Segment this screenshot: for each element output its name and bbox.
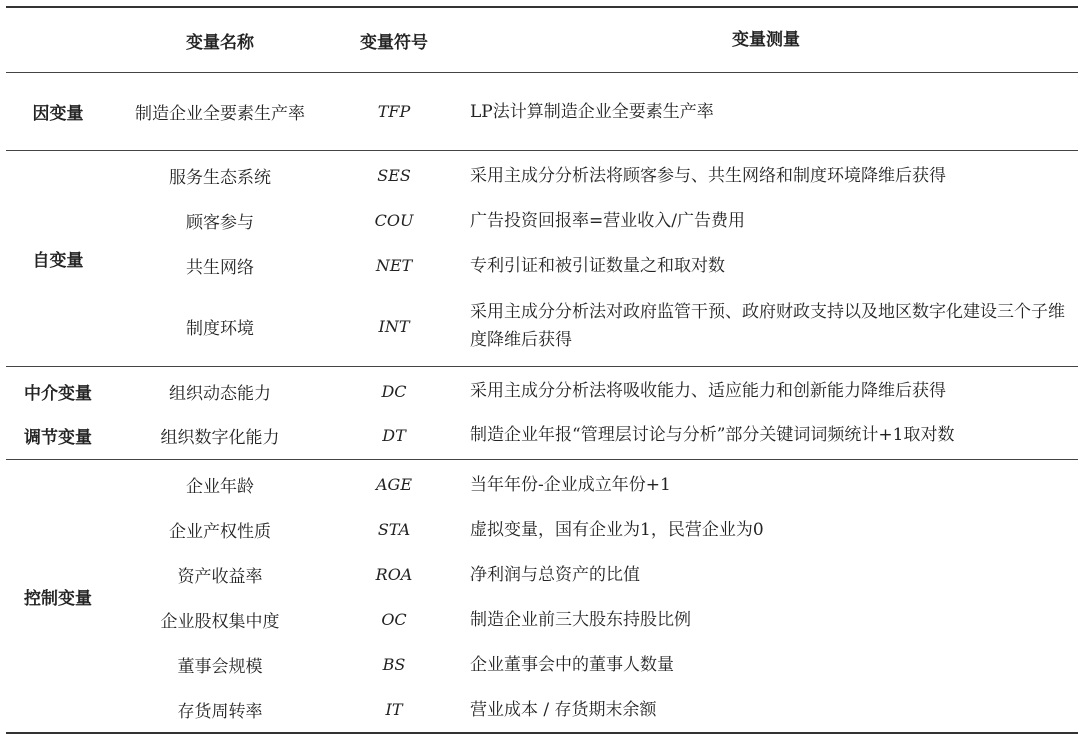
table-row xyxy=(110,507,1078,552)
variable-measure: 净利润与总资产的比值 xyxy=(470,564,640,585)
variable-symbol: TFP xyxy=(377,102,411,121)
table-row xyxy=(110,288,1078,364)
variable-measure: 制造企业前三大股东持股比例 xyxy=(470,609,691,630)
variable-name: 组织数字化能力 xyxy=(160,427,280,448)
variable-table xyxy=(6,6,1078,734)
table-row xyxy=(6,413,1078,457)
table-row xyxy=(110,687,1078,732)
variable-name: 组织动态能力 xyxy=(169,383,271,404)
variable-symbol: DT xyxy=(382,425,406,445)
variable-symbol: NET xyxy=(375,256,413,275)
variable-measure: 当年年份-企业成立年份+1 xyxy=(470,474,671,495)
variable-measure: 采用主成分分析法将吸收能力、适应能力和创新能力降维后获得 xyxy=(470,381,946,401)
variable-name: 存货周转率 xyxy=(177,702,263,722)
variable-measure: 专利引证和被引证数量之和取对数 xyxy=(470,255,725,276)
table-row xyxy=(110,597,1078,642)
variable-name: 董事会规模 xyxy=(177,657,263,677)
table-row xyxy=(110,153,1078,198)
group-dependent xyxy=(6,73,1078,151)
variable-measure: 营业成本 / 存货期末余额 xyxy=(470,699,657,720)
variable-symbol: DC xyxy=(381,381,407,401)
variable-measure: 广告投资回报率=营业收入/广告费用 xyxy=(470,210,745,231)
variable-measure: LP法计算制造企业全要素生产率 xyxy=(470,101,714,122)
variable-symbol: SES xyxy=(377,166,411,185)
table-row xyxy=(110,552,1078,597)
variable-symbol: INT xyxy=(378,316,410,336)
variable-symbol: STA xyxy=(377,520,411,539)
category-label: 自变量 xyxy=(32,251,84,271)
variable-name: 共生网络 xyxy=(186,258,254,278)
variable-measure: 企业董事会中的董事人数量 xyxy=(470,654,674,675)
table-row xyxy=(110,462,1078,507)
table-row xyxy=(110,73,1078,150)
variable-name: 顾客参与 xyxy=(186,213,254,233)
variable-measure: 虚拟变量，国有企业为1，民营企业为0 xyxy=(470,519,764,540)
category-label: 中介变量 xyxy=(24,383,92,404)
category-label: 控制变量 xyxy=(24,588,92,609)
variable-name: 制度环境 xyxy=(186,318,254,339)
variable-measure: 采用主成分分析法将顾客参与、共生网络和制度环境降维后获得 xyxy=(470,165,946,186)
category-label: 调节变量 xyxy=(24,427,92,448)
variable-symbol: COU xyxy=(374,211,414,230)
variable-symbol: BS xyxy=(382,655,406,674)
variable-name: 服务生态系统 xyxy=(169,168,271,188)
header-measure: 变量测量 xyxy=(732,30,800,50)
variable-name: 企业股权集中度 xyxy=(160,612,280,632)
table-row xyxy=(6,369,1078,413)
variable-name: 企业年龄 xyxy=(186,477,254,497)
category-label: 因变量 xyxy=(32,104,84,124)
group-control xyxy=(6,460,1078,732)
variable-symbol: OC xyxy=(381,610,407,629)
header-name: 变量名称 xyxy=(186,32,254,53)
variable-name: 制造企业全要素生产率 xyxy=(135,104,305,124)
variable-name: 企业产权性质 xyxy=(169,522,271,542)
header-symbol: 变量符号 xyxy=(360,32,428,53)
group-mediator-moderator xyxy=(6,367,1078,460)
variable-measure: 采用主成分分析法对政府监管干预、政府财政支持以及地区数字化建设三个子维度降维后获得 xyxy=(470,302,1065,350)
variable-measure: 制造企业年报“管理层讨论与分析”部分关键词词频统计+1取对数 xyxy=(470,425,955,445)
table-row xyxy=(110,243,1078,288)
group-independent xyxy=(6,151,1078,367)
table-row xyxy=(110,642,1078,687)
variable-symbol: AGE xyxy=(375,475,412,494)
variable-symbol: ROA xyxy=(375,565,413,584)
variable-symbol: IT xyxy=(385,700,403,719)
table-header xyxy=(6,8,1078,73)
table-row xyxy=(110,198,1078,243)
variable-name: 资产收益率 xyxy=(177,567,263,587)
